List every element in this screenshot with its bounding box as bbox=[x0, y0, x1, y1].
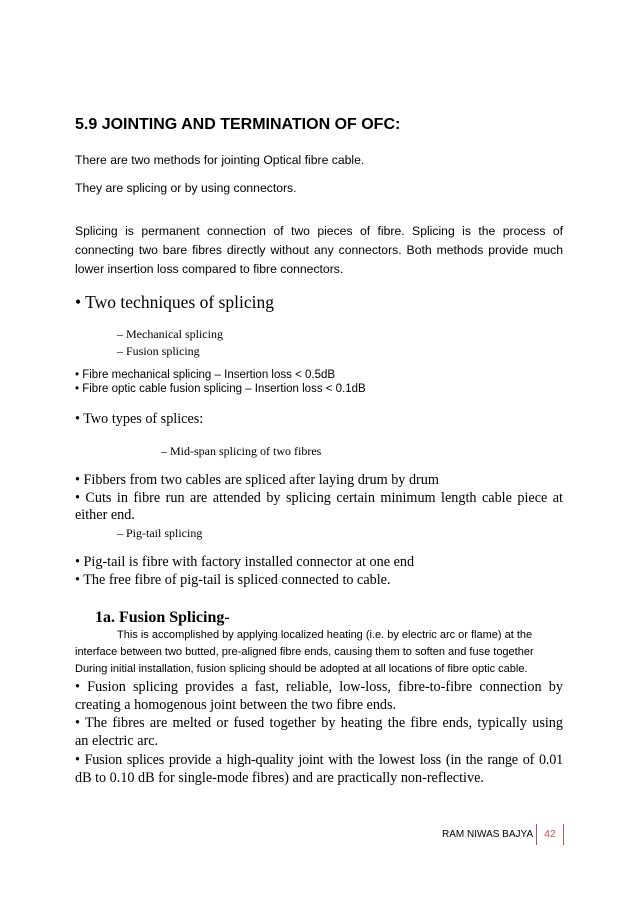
technique-item: – Fusion splicing bbox=[117, 344, 200, 358]
intro-line: There are two methods for jointing Optical fibre cable. bbox=[75, 153, 365, 167]
paragraph-line: connecting two bare fibres directly without any connectors. Both methods provide much bbox=[75, 243, 563, 257]
technique-item: – Mechanical splicing bbox=[117, 327, 223, 341]
section-heading: 5.9 JOINTING AND TERMINATION OF OFC: bbox=[75, 116, 401, 133]
loss-item: • Fibre optic cable fusion splicing – Insertion loss < 0.1dB bbox=[75, 383, 366, 395]
bullet-line: creating a homogenous joint between the two fibre ends. bbox=[75, 697, 397, 713]
bullet-line: • Fusion splices provide a high-quality joint with the lowest loss (in the range of 0.01 bbox=[75, 752, 563, 768]
paragraph-line: lower insertion loss compared to fibre connectors. bbox=[75, 262, 344, 276]
bullet-line: • Fusion splicing provides a fast, reliable, low-loss, fibre-to-fibre connection by bbox=[75, 679, 563, 695]
paragraph-line: Splicing is permanent connection of two pieces of fibre. Splicing is the process of bbox=[75, 224, 563, 238]
fusion-paragraph-line: interface between two butted, pre-aligned fibre ends, causing them to soften and fuse together bbox=[75, 646, 534, 658]
bullet-line: • The fibres are melted or fused together by heating the fibre ends, typically using bbox=[75, 715, 563, 731]
bullet-line: • Cuts in fibre run are attended by splicing certain minimum length cable piece at bbox=[75, 490, 563, 506]
techniques-heading: • Two techniques of splicing bbox=[75, 292, 274, 312]
footer-author: RAM NIWAS BAJYA bbox=[442, 829, 534, 840]
bullet-line: either end. bbox=[75, 507, 135, 523]
fusion-paragraph-line: This is accomplished by applying localized heating (i.e. by electric arc or flame) at the bbox=[117, 629, 533, 641]
splice-type-item: – Mid-span splicing of two fibres bbox=[161, 444, 322, 458]
intro-line: They are splicing or by using connectors. bbox=[75, 181, 297, 195]
bullet-line: • Fibbers from two cables are spliced after laying drum by drum bbox=[75, 472, 439, 488]
loss-item: • Fibre mechanical splicing – Insertion loss < 0.5dB bbox=[75, 369, 336, 381]
bullet-line: dB to 0.10 dB for single-mode fibres) and are practically non-reflective. bbox=[75, 770, 484, 786]
fusion-heading: 1a. Fusion Splicing- bbox=[95, 609, 230, 626]
bullet-line: an electric arc. bbox=[75, 733, 159, 749]
page-number: 42 bbox=[536, 824, 564, 845]
fusion-paragraph-line: During initial installation, fusion splicing should be adopted at all locations of fibre optic cable. bbox=[75, 663, 528, 675]
splice-type-item: – Pig-tail splicing bbox=[117, 526, 203, 540]
bullet-line: • The free fibre of pig-tail is spliced connected to cable. bbox=[75, 572, 391, 588]
types-heading: • Two types of splices: bbox=[75, 411, 204, 427]
bullet-line: • Pig-tail is fibre with factory installed connector at one end bbox=[75, 554, 415, 570]
